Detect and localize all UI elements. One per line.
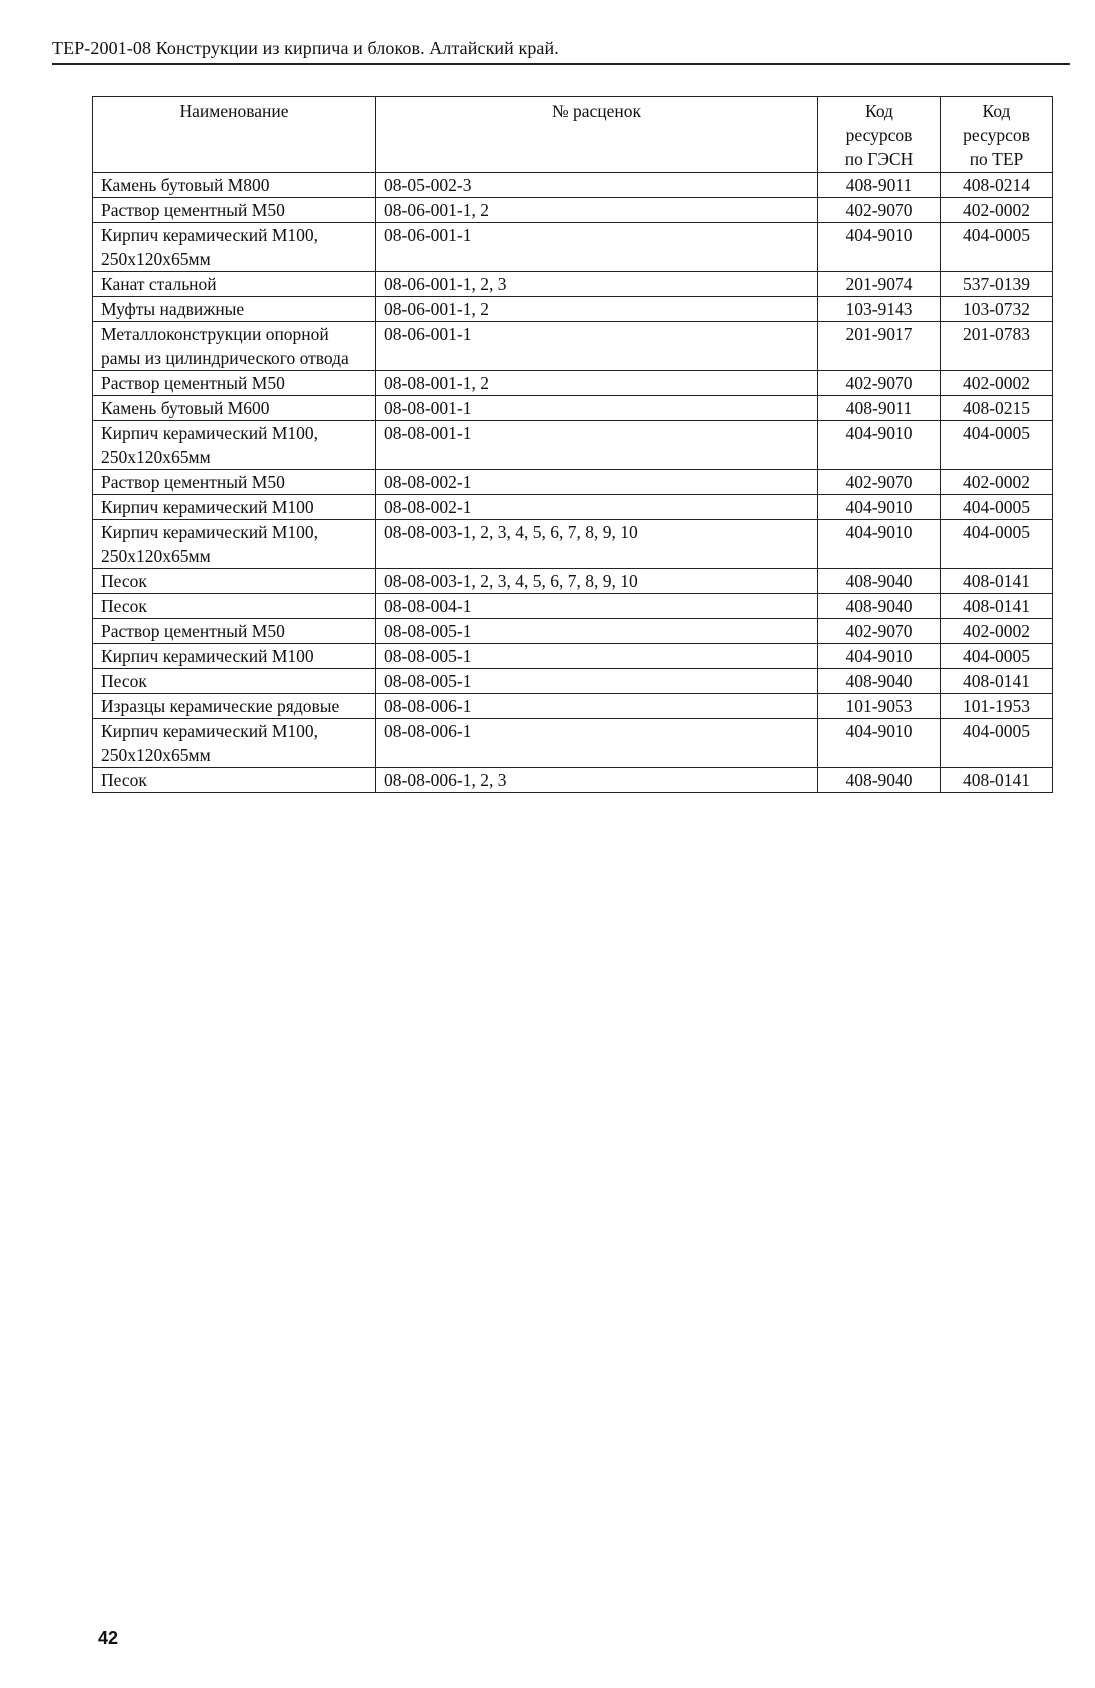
cell-ter-code: 408-0141 (941, 768, 1053, 793)
cell-name: Кирпич керамический М100 (93, 495, 376, 520)
cell-gesn-code: 404-9010 (818, 644, 941, 669)
table-row (93, 694, 1053, 719)
cell-gesn-code: 201-9017 (818, 322, 941, 371)
cell-gesn-code: 402-9070 (818, 198, 941, 223)
cell-name: Раствор цементный М50 (93, 470, 376, 495)
cell-gesn-code: 408-9040 (818, 569, 941, 594)
cell-name: Кирпич керамический М100, 250х120х65мм (93, 520, 376, 569)
cell-rate-number: 08-08-006-1 (376, 719, 818, 768)
cell-gesn-code: 408-9011 (818, 173, 941, 198)
cell-ter-code: 101-1953 (941, 694, 1053, 719)
cell-name: Песок (93, 669, 376, 694)
cell-gesn-code: 402-9070 (818, 470, 941, 495)
header-rule (52, 63, 1070, 65)
cell-gesn-code: 404-9010 (818, 719, 941, 768)
col-header-ter (941, 97, 1053, 173)
table-row (93, 322, 1053, 371)
cell-ter-code: 404-0005 (941, 719, 1053, 768)
cell-gesn-code: 408-9040 (818, 669, 941, 694)
cell-gesn-code: 408-9040 (818, 594, 941, 619)
cell-ter-code: 402-0002 (941, 198, 1053, 223)
page-header: ТЕР-2001-08 Конструкции из кирпича и блоков. Алтайский край. (52, 38, 559, 58)
cell-name: Камень бутовый М800 (93, 173, 376, 198)
col-header-name: Наименование (93, 97, 376, 173)
cell-gesn-code: 101-9053 (818, 694, 941, 719)
table-row (93, 619, 1053, 644)
cell-gesn-code: 402-9070 (818, 619, 941, 644)
cell-gesn-code: 402-9070 (818, 371, 941, 396)
cell-gesn-code: 404-9010 (818, 495, 941, 520)
cell-rate-number: 08-08-002-1 (376, 470, 818, 495)
cell-name: Камень бутовый М600 (93, 396, 376, 421)
cell-rate-number: 08-05-002-3 (376, 173, 818, 198)
table-row (93, 470, 1053, 495)
cell-ter-code: 537-0139 (941, 272, 1053, 297)
cell-name: Песок (93, 569, 376, 594)
table-row (93, 297, 1053, 322)
cell-name: Кирпич керамический М100, 250х120х65мм (93, 223, 376, 272)
cell-ter-code: 408-0141 (941, 569, 1053, 594)
cell-rate-number: 08-08-001-1 (376, 396, 818, 421)
table-row (93, 719, 1053, 768)
table-row (93, 594, 1053, 619)
cell-name: Песок (93, 594, 376, 619)
table-row (93, 173, 1053, 198)
col-header-gesn-text: Код ресурсов по ГЭСН (844, 101, 914, 169)
cell-ter-code: 402-0002 (941, 371, 1053, 396)
cell-rate-number: 08-06-001-1, 2, 3 (376, 272, 818, 297)
cell-gesn-code: 103-9143 (818, 297, 941, 322)
cell-rate-number: 08-08-006-1 (376, 694, 818, 719)
cell-ter-code: 103-0732 (941, 297, 1053, 322)
col-header-ter-text: Код ресурсов по ТЕР (963, 101, 1030, 169)
cell-ter-code: 402-0002 (941, 619, 1053, 644)
cell-name: Кирпич керамический М100, 250х120х65мм (93, 719, 376, 768)
table-row (93, 371, 1053, 396)
cell-ter-code: 404-0005 (941, 520, 1053, 569)
page-number: 42 (98, 1628, 119, 1648)
table-row (93, 669, 1053, 694)
cell-name: Металлоконструкции опорной рамы из цилиндрического отвода (93, 322, 376, 371)
col-header-gesn (818, 97, 941, 173)
cell-rate-number: 08-08-005-1 (376, 644, 818, 669)
cell-gesn-code: 404-9010 (818, 223, 941, 272)
table-header-row (93, 97, 1053, 173)
table-row (93, 520, 1053, 569)
cell-gesn-code: 404-9010 (818, 520, 941, 569)
table-row (93, 272, 1053, 297)
cell-name: Кирпич керамический М100, 250х120х65мм (93, 421, 376, 470)
cell-name: Раствор цементный М50 (93, 198, 376, 223)
table-row (93, 198, 1053, 223)
cell-ter-code: 402-0002 (941, 470, 1053, 495)
cell-rate-number: 08-08-002-1 (376, 495, 818, 520)
cell-rate-number: 08-08-003-1, 2, 3, 4, 5, 6, 7, 8, 9, 10 (376, 569, 818, 594)
cell-rate-number: 08-06-001-1 (376, 223, 818, 272)
cell-name: Канат стальной (93, 272, 376, 297)
table-row (93, 495, 1053, 520)
cell-gesn-code: 408-9011 (818, 396, 941, 421)
col-header-rate: № расценок (376, 97, 818, 173)
cell-name: Песок (93, 768, 376, 793)
cell-gesn-code: 404-9010 (818, 421, 941, 470)
cell-ter-code: 408-0141 (941, 594, 1053, 619)
cell-gesn-code: 201-9074 (818, 272, 941, 297)
cell-rate-number: 08-08-004-1 (376, 594, 818, 619)
cell-ter-code: 404-0005 (941, 644, 1053, 669)
table-row (93, 396, 1053, 421)
cell-rate-number: 08-06-001-1 (376, 322, 818, 371)
cell-rate-number: 08-08-003-1, 2, 3, 4, 5, 6, 7, 8, 9, 10 (376, 520, 818, 569)
cell-rate-number: 08-08-005-1 (376, 619, 818, 644)
cell-ter-code: 408-0214 (941, 173, 1053, 198)
table-row (93, 644, 1053, 669)
cell-rate-number: 08-08-006-1, 2, 3 (376, 768, 818, 793)
cell-ter-code: 201-0783 (941, 322, 1053, 371)
table-row (93, 569, 1053, 594)
resource-table (92, 96, 1053, 793)
cell-gesn-code: 408-9040 (818, 768, 941, 793)
cell-name: Изразцы керамические рядовые (93, 694, 376, 719)
cell-name: Муфты надвижные (93, 297, 376, 322)
cell-ter-code: 408-0141 (941, 669, 1053, 694)
cell-ter-code: 404-0005 (941, 495, 1053, 520)
cell-ter-code: 408-0215 (941, 396, 1053, 421)
cell-rate-number: 08-06-001-1, 2 (376, 297, 818, 322)
cell-name: Раствор цементный М50 (93, 619, 376, 644)
cell-name: Раствор цементный М50 (93, 371, 376, 396)
table-row (93, 223, 1053, 272)
cell-rate-number: 08-08-005-1 (376, 669, 818, 694)
table-body (93, 173, 1053, 793)
table-row (93, 768, 1053, 793)
cell-name: Кирпич керамический М100 (93, 644, 376, 669)
cell-ter-code: 404-0005 (941, 223, 1053, 272)
cell-rate-number: 08-08-001-1, 2 (376, 371, 818, 396)
cell-rate-number: 08-08-001-1 (376, 421, 818, 470)
table-row (93, 421, 1053, 470)
cell-rate-number: 08-06-001-1, 2 (376, 198, 818, 223)
cell-ter-code: 404-0005 (941, 421, 1053, 470)
